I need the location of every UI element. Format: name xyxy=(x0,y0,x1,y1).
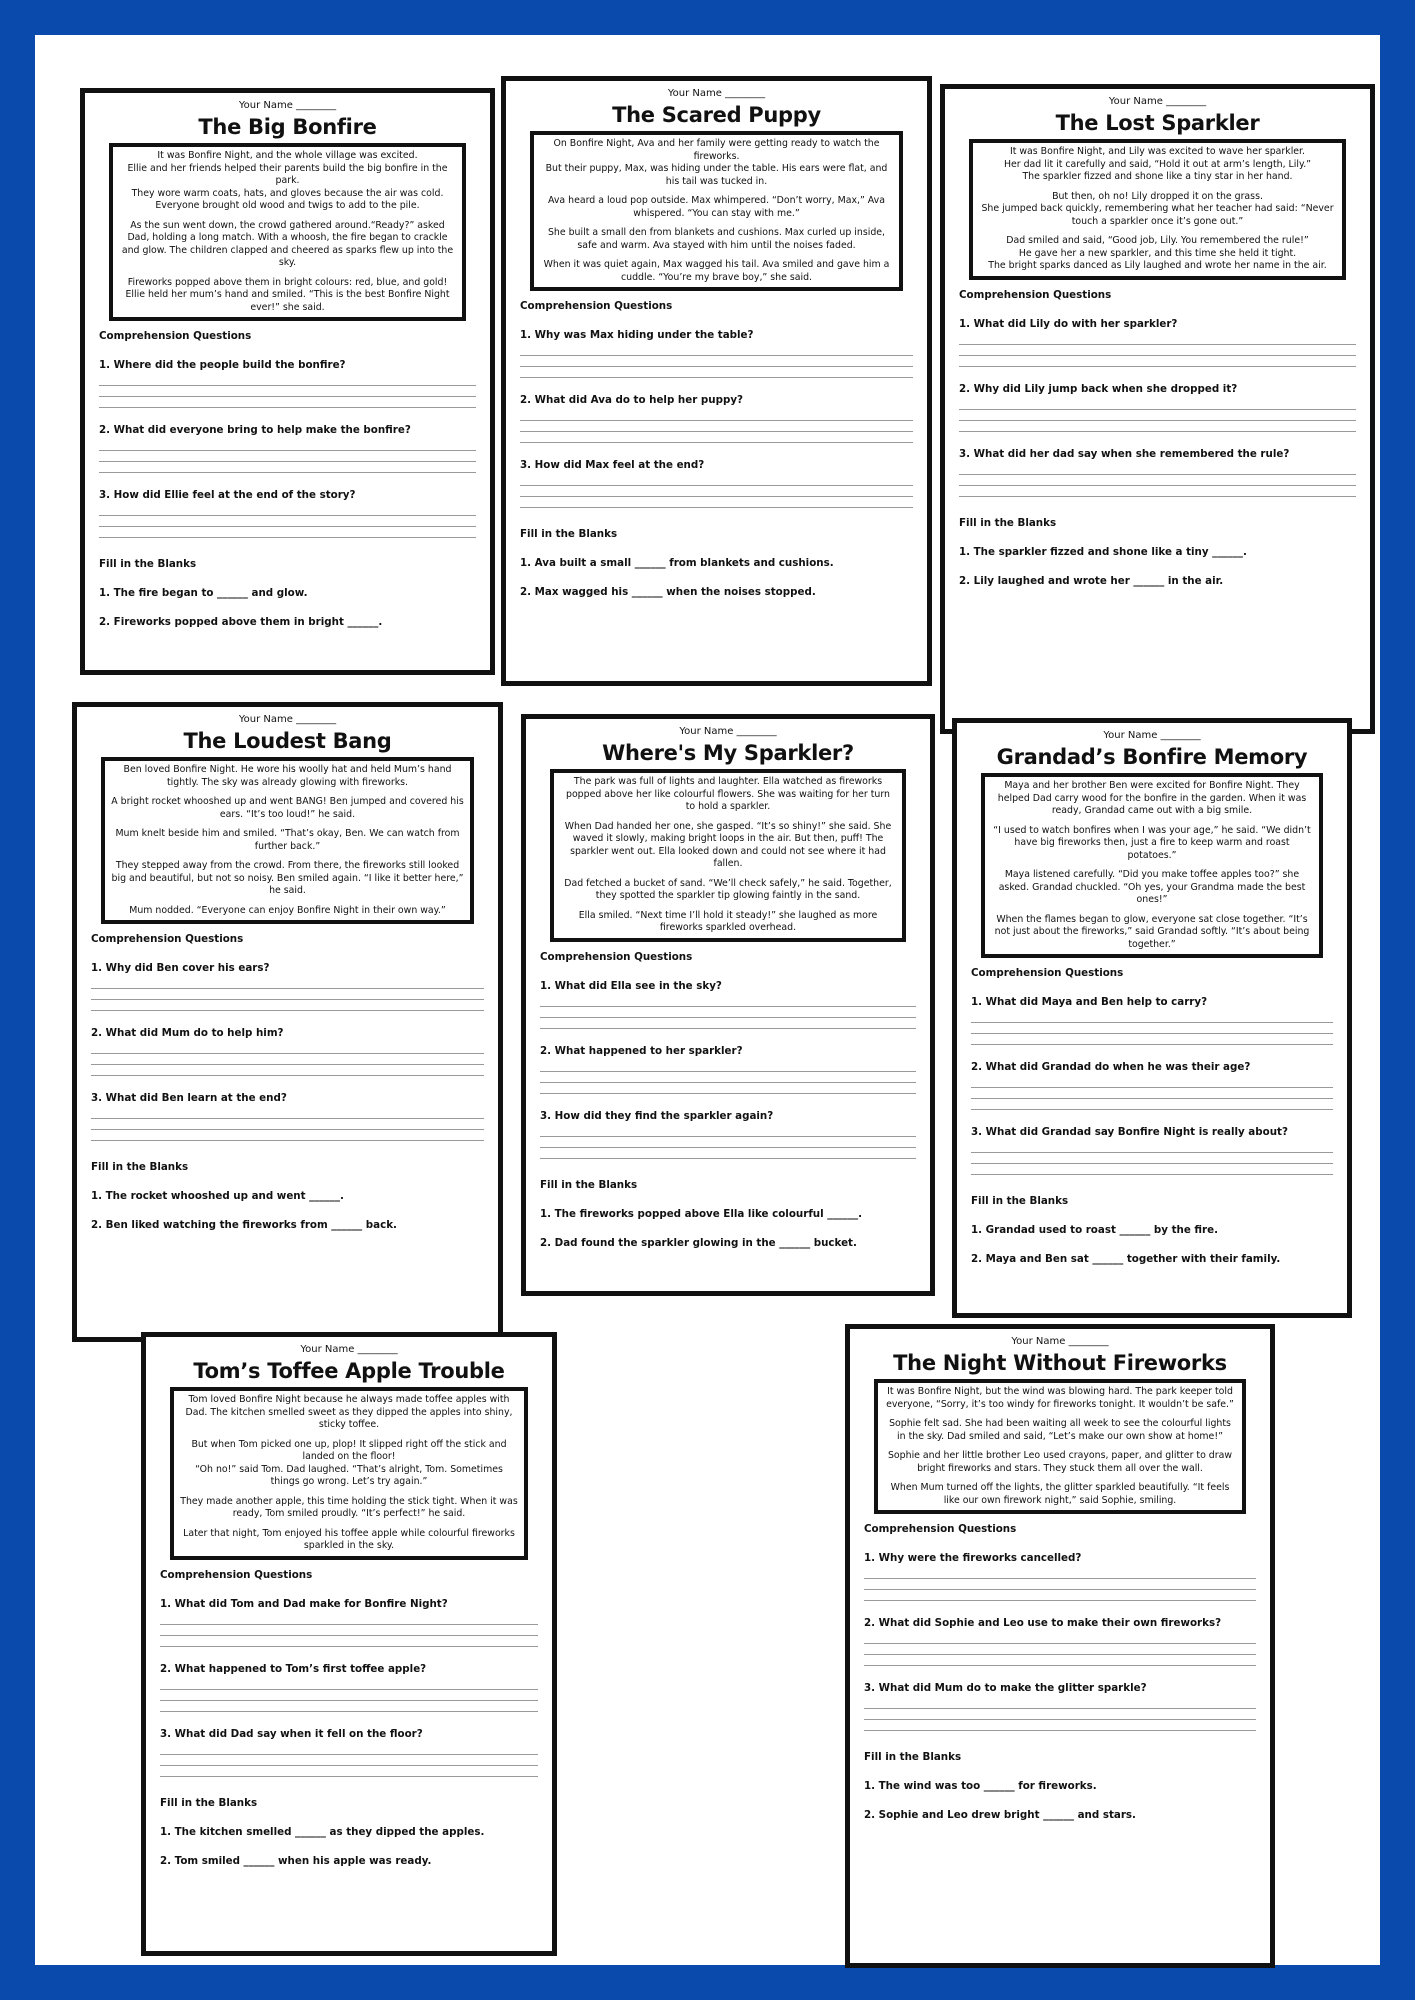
answer-lines[interactable] xyxy=(959,334,1356,367)
answer-line[interactable] xyxy=(520,345,913,356)
story-paragraph: “I used to watch bonfires when I was your age,” he said. “We didn’t have big fireworks then, just a fire to keep warm and roast potatoes.” xyxy=(993,824,1311,861)
answer-line[interactable] xyxy=(99,451,476,462)
story-paragraph: Dad fetched a bucket of sand. “We’ll check safely,” he said. Together, they spotted the sparkler tip glowing faintly in the sand. xyxy=(564,877,892,901)
answer-line[interactable] xyxy=(864,1698,1256,1709)
answer-line[interactable] xyxy=(540,1148,916,1159)
comprehension-question: 3. How did they find the sparkler again? xyxy=(540,1109,774,1122)
answer-line[interactable] xyxy=(959,399,1356,410)
answer-line[interactable] xyxy=(91,1119,484,1130)
comprehension-question: 3. What did Ben learn at the end? xyxy=(91,1092,287,1104)
your-name-field[interactable]: Your Name ________ xyxy=(300,1344,398,1355)
answer-line[interactable] xyxy=(91,1108,484,1119)
story-paragraph: Maya and her brother Ben were excited for Bonfire Night. They helped Dad carry wood for the bonfire in the garden. When it was ready, Grandad came out with a big smile. xyxy=(997,780,1307,816)
answer-lines[interactable] xyxy=(99,440,476,473)
story-paragraph: Mum nodded. “Everyone can enjoy Bonfire Night in their own way.” xyxy=(129,904,446,916)
worksheet-title: Grandad’s Bonfire Memory xyxy=(996,745,1308,769)
worksheet xyxy=(501,76,932,686)
worksheet-title: The Loudest Bang xyxy=(183,729,392,753)
answer-lines[interactable] xyxy=(864,1568,1256,1601)
answer-lines[interactable] xyxy=(959,464,1356,497)
comprehension-question: 1. What did Ella see in the sky? xyxy=(540,979,722,992)
worksheet xyxy=(952,718,1352,1318)
answer-line[interactable] xyxy=(971,1142,1333,1153)
story-paragraph: They made another apple, this time holding the stick tight. When it was ready, Tom smiled proudly. “It’s perfect!” he said. xyxy=(180,1495,518,1519)
answer-line[interactable] xyxy=(540,1072,916,1083)
fill-blanks-heading: Fill in the Blanks xyxy=(864,1751,962,1763)
comprehension-question: 1. Why were the fireworks cancelled? xyxy=(864,1552,1082,1564)
answer-line[interactable] xyxy=(91,1065,484,1076)
comprehension-question: 2. What did Ava do to help her puppy? xyxy=(520,394,744,406)
fill-blank-sentence: 1. The fire began to ______ and glow. xyxy=(99,587,308,599)
comprehension-heading: Comprehension Questions xyxy=(160,1568,313,1581)
story-box xyxy=(101,757,474,924)
answer-line[interactable] xyxy=(540,996,916,1007)
answer-line[interactable] xyxy=(520,367,913,378)
fill-blank-sentence: 1. The wind was too ______ for fireworks. xyxy=(864,1780,1097,1792)
story-paragraph: It was Bonfire Night, but the wind was blowing hard. The park keeper told everyone, “Sorry, it’s too windy for fireworks tonight. It wouldn’t be safe.” xyxy=(886,1386,1234,1410)
worksheet-title: The Lost Sparkler xyxy=(1055,111,1260,135)
answer-lines[interactable] xyxy=(864,1698,1256,1731)
answer-line[interactable] xyxy=(971,1012,1333,1023)
fill-blank-sentence: 2. Max wagged his ______ when the noises stopped. xyxy=(520,586,816,598)
worksheet-title: The Scared Puppy xyxy=(612,103,821,127)
story-paragraph: A bright rocket whooshed up and went BANG! Ben jumped and covered his ears. “It’s too loud!” he said. xyxy=(111,796,464,820)
comprehension-question: 1. Why did Ben cover his ears? xyxy=(91,962,270,974)
answer-line[interactable] xyxy=(959,356,1356,367)
comprehension-heading: Comprehension Questions xyxy=(959,288,1112,301)
answer-line[interactable] xyxy=(959,410,1356,421)
comprehension-question: 3. How did Ellie feel at the end of the story? xyxy=(99,489,356,501)
fill-blank-sentence: 2. Dad found the sparkler glowing in the ______ bucket. xyxy=(540,1236,857,1249)
worksheet-title: The Night Without Fireworks xyxy=(893,1351,1227,1375)
answer-line[interactable] xyxy=(160,1755,538,1766)
answer-line[interactable] xyxy=(959,421,1356,432)
answer-lines[interactable] xyxy=(91,1043,484,1076)
answer-lines[interactable] xyxy=(160,1744,538,1777)
answer-line[interactable] xyxy=(540,1018,916,1029)
comprehension-heading: Comprehension Questions xyxy=(540,950,693,963)
worksheet xyxy=(80,88,495,675)
answer-line[interactable] xyxy=(864,1709,1256,1720)
answer-line[interactable] xyxy=(959,475,1356,486)
answer-line[interactable] xyxy=(540,1061,916,1072)
answer-lines[interactable] xyxy=(520,475,913,508)
answer-line[interactable] xyxy=(99,375,476,386)
answer-line[interactable] xyxy=(520,475,913,486)
worksheet xyxy=(940,84,1375,734)
answer-line[interactable] xyxy=(99,440,476,451)
fill-blank-sentence: 1. The rocket whooshed up and went ______. xyxy=(91,1190,344,1202)
worksheet xyxy=(72,702,503,1342)
fill-blanks-heading: Fill in the Blanks xyxy=(91,1161,189,1173)
worksheet xyxy=(141,1332,557,1956)
comprehension-question: 3. How did Max feel at the end? xyxy=(520,459,705,471)
story-paragraph: On Bonfire Night, Ava and her family were getting ready to watch the fireworks. But their puppy, Max, was hiding under the table. His ears were flat, and his tail was tucked in. xyxy=(545,138,888,187)
story-paragraph: Sophie felt sad. She had been waiting all week to see the colourful lights in the sky. Dad smiled and said, “Let’s make our own show at home!” xyxy=(889,1418,1231,1442)
comprehension-question: 1. What did Maya and Ben help to carry? xyxy=(971,996,1208,1008)
answer-line[interactable] xyxy=(864,1655,1256,1666)
your-name-field[interactable]: Your Name ________ xyxy=(1011,1336,1109,1347)
answer-line[interactable] xyxy=(864,1633,1256,1644)
story-paragraph: Later that night, Tom enjoyed his toffee apple while colourful fireworks sparkled in the sky. xyxy=(183,1527,515,1551)
comprehension-question: 2. What did Sophie and Leo use to make their own fireworks? xyxy=(864,1617,1222,1629)
worksheet-title: The Big Bonfire xyxy=(198,115,377,139)
answer-line[interactable] xyxy=(971,1034,1333,1045)
story-paragraph: Tom loved Bonfire Night because he always made toffee apples with Dad. The kitchen smelled sweet as they dipped the apples into shiny, sticky toffee. xyxy=(185,1394,513,1430)
story-paragraph: When Dad handed her one, she gasped. “It’s so shiny!” she said. She waved it slowly, making bright loops in the air. But then, puff! The sparkler went out. Ella looked down and could not see where it had fallen. xyxy=(564,820,892,869)
story-paragraph: But then, oh no! Lily dropped it on the grass. She jumped back quickly, remembering what her teacher had said: “Never touch a sparkler once it’s gone out.” xyxy=(981,190,1334,227)
answer-lines[interactable] xyxy=(520,410,913,443)
fill-blank-sentence: 1. The kitchen smelled ______ as they dipped the apples. xyxy=(160,1825,485,1838)
answer-line[interactable] xyxy=(520,497,913,508)
answer-lines[interactable] xyxy=(959,399,1356,432)
story-paragraph: When Mum turned off the lights, the glitter sparkled beautifully. “It feels like our own firework night,” said Sophie, smiling. xyxy=(890,1482,1230,1506)
fill-blank-sentence: 2. Fireworks popped above them in bright ______. xyxy=(99,616,383,628)
comprehension-question: 1. What did Lily do with her sparkler? xyxy=(959,317,1178,330)
your-name-field[interactable]: Your Name ________ xyxy=(1103,730,1201,741)
answer-line[interactable] xyxy=(160,1679,538,1690)
story-paragraph: It was Bonfire Night, and Lily was excited to wave her sparkler. Her dad lit it carefully and said, “Hold it out at arm’s length, Lily.” The sparkler fizzed and shone like a tiny star in her hand. xyxy=(1003,146,1312,182)
story-box xyxy=(170,1387,528,1560)
your-name-field[interactable]: Your Name ________ xyxy=(667,88,766,99)
story-paragraph: As the sun went down, the crowd gathered around.“Ready?” asked Dad, holding a long match. With a whoosh, the fire began to crackle and glow. The children clapped and cheered as sparks flew up into the sky. xyxy=(121,219,454,268)
answer-line[interactable] xyxy=(959,464,1356,475)
answer-lines[interactable] xyxy=(160,1679,538,1712)
story-paragraph: It was Bonfire Night, and the whole village was excited. Ellie and her friends helped their parents build the big bonfire in the park. They wore warm coats, hats, and gloves because the air was cold. Everyone brought old wood and twigs to add to the pile. xyxy=(127,150,448,211)
story-paragraph: She built a small den from blankets and cushions. Max curled up inside, safe and warm. Ava stayed with him until the noises faded. xyxy=(547,227,886,251)
your-name-field[interactable]: Your Name ________ xyxy=(238,100,337,111)
answer-line[interactable] xyxy=(971,1099,1333,1110)
answer-line[interactable] xyxy=(864,1644,1256,1655)
comprehension-heading: Comprehension Questions xyxy=(91,933,244,945)
answer-line[interactable] xyxy=(99,462,476,473)
answer-line[interactable] xyxy=(971,1153,1333,1164)
answer-line[interactable] xyxy=(91,1054,484,1065)
answer-line[interactable] xyxy=(864,1590,1256,1601)
fill-blank-sentence: 1. The sparkler fizzed and shone like a tiny ______. xyxy=(959,545,1247,558)
worksheet-title: Where's My Sparkler? xyxy=(602,741,854,765)
answer-line[interactable] xyxy=(160,1766,538,1777)
comprehension-heading: Comprehension Questions xyxy=(520,300,673,312)
answer-line[interactable] xyxy=(971,1023,1333,1034)
comprehension-question: 1. Where did the people build the bonfire? xyxy=(99,359,346,371)
story-paragraph: Mum knelt beside him and smiled. “That’s okay, Ben. We can watch from further back.” xyxy=(115,828,460,852)
answer-line[interactable] xyxy=(91,1000,484,1011)
story-box xyxy=(550,769,906,942)
answer-line[interactable] xyxy=(99,397,476,408)
answer-line[interactable] xyxy=(540,1137,916,1148)
comprehension-question: 1. Why was Max hiding under the table? xyxy=(520,329,754,341)
page-canvas xyxy=(35,35,1380,1965)
fill-blank-sentence: 2. Tom smiled ______ when his apple was ready. xyxy=(160,1854,432,1867)
story-paragraph: When the flames began to glow, everyone sat close together. “It’s not just about the fireworks,” said Grandad softly. “It’s about being together.” xyxy=(994,913,1310,950)
story-paragraph: Ella smiled. “Next time I’ll hold it steady!” she laughed as more fireworks sparkled overhead. xyxy=(578,909,878,933)
answer-line[interactable] xyxy=(160,1690,538,1701)
fill-blank-sentence: 2. Lily laughed and wrote her ______ in the air. xyxy=(959,574,1224,587)
your-name-field[interactable]: Your Name ________ xyxy=(679,726,777,737)
answer-lines[interactable] xyxy=(160,1614,538,1647)
fill-blank-sentence: 2. Ben liked watching the fireworks from ______ back. xyxy=(91,1219,397,1231)
story-paragraph: They stepped away from the crowd. From there, the fireworks still looked big and beautiful, but not so noisy. Ben smiled again. “I like it better here,” he said. xyxy=(111,860,464,896)
fill-blanks-heading: Fill in the Blanks xyxy=(540,1178,638,1191)
fill-blanks-heading: Fill in the Blanks xyxy=(520,528,618,540)
answer-lines[interactable] xyxy=(91,978,484,1011)
answer-line[interactable] xyxy=(540,1126,916,1137)
answer-line[interactable] xyxy=(864,1568,1256,1579)
comprehension-heading: Comprehension Questions xyxy=(99,330,252,342)
answer-line[interactable] xyxy=(959,334,1356,345)
fill-blank-sentence: 2. Maya and Ben sat ______ together with their family. xyxy=(971,1253,1281,1265)
answer-lines[interactable] xyxy=(971,1142,1333,1175)
answer-line[interactable] xyxy=(959,486,1356,497)
story-paragraph: Ben loved Bonfire Night. He wore his woolly hat and held Mum’s hand tightly. The sky was already glowing with fireworks. xyxy=(123,764,452,788)
comprehension-question: 2. Why did Lily jump back when she dropped it? xyxy=(959,382,1238,395)
answer-line[interactable] xyxy=(91,1043,484,1054)
answer-line[interactable] xyxy=(99,386,476,397)
story-paragraph: When it was quiet again, Max wagged his tail. Ava smiled and gave him a cuddle. “You’re my brave boy,” she said. xyxy=(543,259,890,283)
answer-lines[interactable] xyxy=(99,375,476,408)
answer-lines[interactable] xyxy=(520,345,913,378)
comprehension-heading: Comprehension Questions xyxy=(971,967,1124,979)
answer-lines[interactable] xyxy=(971,1077,1333,1110)
story-paragraph: Maya listened carefully. “Did you make toffee apples too?” she asked. Grandad chuckled. “Oh yes, your Grandma made the best ones!” xyxy=(998,869,1306,905)
fill-blank-sentence: 1. Ava built a small ______ from blankets and cushions. xyxy=(520,557,834,569)
answer-line[interactable] xyxy=(971,1088,1333,1099)
answer-line[interactable] xyxy=(520,356,913,367)
story-paragraph: But when Tom picked one up, plop! It slipped right off the stick and landed on the floor! “Oh no!” said Tom. Dad laughed. “That’s alright, Tom. Sometimes things go wrong. Let’s try again.” xyxy=(191,1438,507,1487)
your-name-field[interactable]: Your Name ________ xyxy=(238,714,337,725)
story-box xyxy=(109,143,466,321)
fill-blanks-heading: Fill in the Blanks xyxy=(160,1796,258,1809)
comprehension-question: 2. What did everyone bring to help make the bonfire? xyxy=(99,424,411,436)
story-box xyxy=(981,773,1323,958)
fill-blank-sentence: 1. The fireworks popped above Ella like colourful ______. xyxy=(540,1207,863,1220)
fill-blanks-heading: Fill in the Blanks xyxy=(959,516,1057,529)
answer-line[interactable] xyxy=(520,410,913,421)
worksheet xyxy=(845,1324,1275,1968)
answer-line[interactable] xyxy=(160,1701,538,1712)
answer-line[interactable] xyxy=(91,989,484,1000)
answer-lines[interactable] xyxy=(864,1633,1256,1666)
worksheet-title: Tom’s Toffee Apple Trouble xyxy=(193,1359,505,1383)
story-box xyxy=(969,139,1346,280)
story-paragraph: The park was full of lights and laughter. Ella watched as fireworks popped above her like colourful flowers. She was waiting for her turn to hold a sparkler. xyxy=(566,776,890,812)
answer-lines[interactable] xyxy=(540,1126,916,1159)
story-paragraph: Ava heard a loud pop outside. Max whimpered. “Don’t worry, Max,” Ava whispered. “You can stay with me.” xyxy=(548,195,885,219)
comprehension-question: 3. What did Dad say when it fell on the floor? xyxy=(160,1727,423,1740)
fill-blanks-heading: Fill in the Blanks xyxy=(99,558,197,570)
fill-blank-sentence: 1. Grandad used to roast ______ by the fire. xyxy=(971,1224,1219,1236)
comprehension-question: 2. What happened to Tom’s first toffee apple? xyxy=(160,1662,427,1675)
answer-line[interactable] xyxy=(864,1720,1256,1731)
comprehension-question: 2. What did Mum do to help him? xyxy=(91,1027,284,1039)
answer-line[interactable] xyxy=(99,527,476,538)
answer-line[interactable] xyxy=(99,505,476,516)
comprehension-question: 3. What did Grandad say Bonfire Night is really about? xyxy=(971,1126,1288,1138)
comprehension-question: 1. What did Tom and Dad make for Bonfire Night? xyxy=(160,1597,448,1610)
answer-line[interactable] xyxy=(160,1744,538,1755)
comprehension-question: 3. What did her dad say when she remembered the rule? xyxy=(959,447,1290,460)
story-paragraph: Fireworks popped above them in bright colours: red, blue, and gold! Ellie held her mum’s hand and smiled. “This is the best Bonfire Night ever!” she said. xyxy=(125,276,450,313)
answer-line[interactable] xyxy=(99,516,476,527)
story-paragraph: Sophie and her little brother Leo used crayons, paper, and glitter to draw bright fireworks and stars. They stuck them all over the wall. xyxy=(887,1450,1233,1474)
answer-line[interactable] xyxy=(971,1164,1333,1175)
fill-blank-sentence: 2. Sophie and Leo drew bright ______ and stars. xyxy=(864,1809,1136,1821)
worksheet xyxy=(521,714,935,1296)
story-box xyxy=(874,1379,1246,1514)
answer-line[interactable] xyxy=(959,345,1356,356)
answer-line[interactable] xyxy=(91,978,484,989)
answer-line[interactable] xyxy=(520,432,913,443)
fill-blanks-heading: Fill in the Blanks xyxy=(971,1195,1069,1207)
answer-lines[interactable] xyxy=(540,1061,916,1094)
answer-line[interactable] xyxy=(160,1625,538,1636)
answer-line[interactable] xyxy=(91,1130,484,1141)
comprehension-heading: Comprehension Questions xyxy=(864,1523,1017,1535)
story-box xyxy=(530,131,903,291)
comprehension-question: 2. What did Grandad do when he was their age? xyxy=(971,1061,1251,1073)
your-name-field[interactable]: Your Name ________ xyxy=(1108,96,1207,107)
answer-lines[interactable] xyxy=(91,1108,484,1141)
answer-line[interactable] xyxy=(971,1077,1333,1088)
answer-line[interactable] xyxy=(160,1636,538,1647)
answer-line[interactable] xyxy=(520,421,913,432)
comprehension-question: 3. What did Mum do to make the glitter sparkle? xyxy=(864,1682,1147,1694)
comprehension-question: 2. What happened to her sparkler? xyxy=(540,1044,743,1057)
answer-lines[interactable] xyxy=(99,505,476,538)
answer-line[interactable] xyxy=(540,1007,916,1018)
answer-line[interactable] xyxy=(864,1579,1256,1590)
answer-line[interactable] xyxy=(540,1083,916,1094)
answer-lines[interactable] xyxy=(971,1012,1333,1045)
story-paragraph: Dad smiled and said, “Good job, Lily. You remembered the rule!” He gave her a new sparkler, and this time she held it tight. The bright sparks danced as Lily laughed and wrote her name in the air. xyxy=(988,235,1327,271)
answer-line[interactable] xyxy=(160,1614,538,1625)
answer-lines[interactable] xyxy=(540,996,916,1029)
answer-line[interactable] xyxy=(520,486,913,497)
